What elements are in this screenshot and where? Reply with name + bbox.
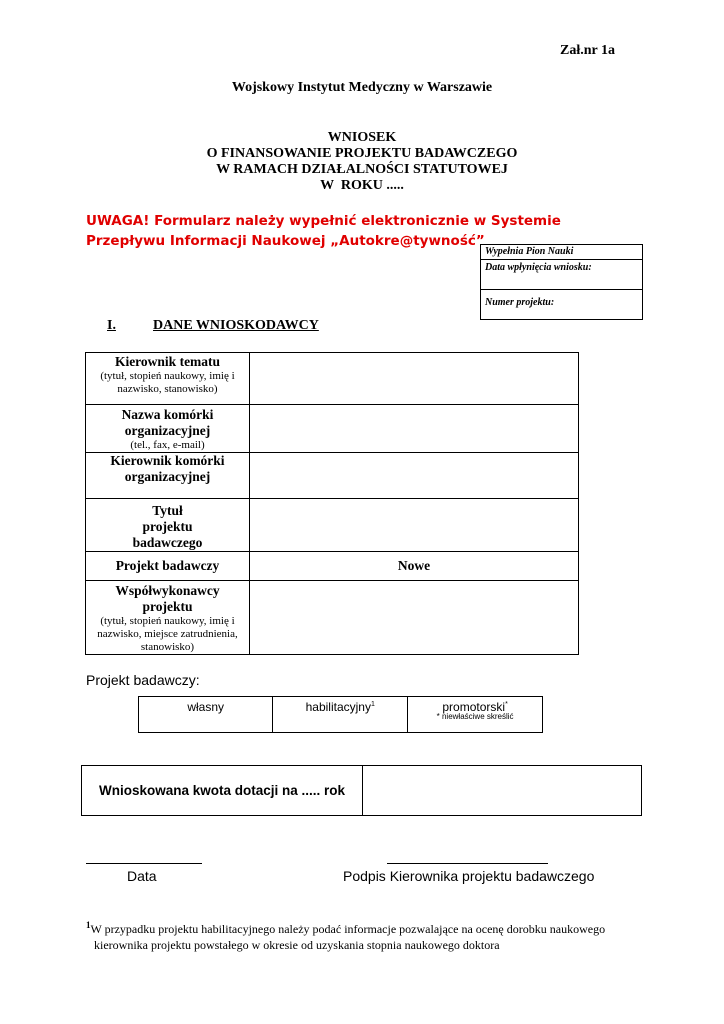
section-title: DANE WNIOSKODAWCY — [153, 318, 319, 333]
project-title-label: Tytuł projektu badawczego — [132, 503, 203, 550]
table-row — [86, 453, 579, 499]
co-contractors-hint: (tytuł, stopień naukowy, imię i nazwisko, miejsce zatrudnienia, stanowisko) — [97, 615, 238, 653]
section-number: I. — [107, 318, 116, 333]
table-row — [86, 552, 579, 581]
office-box-heading: Wypełnia Pion Nauki — [481, 245, 642, 260]
unit-name-label-cell — [86, 405, 250, 453]
table-row — [86, 581, 579, 655]
funding-request-table — [81, 765, 642, 816]
topic-leader-label-cell — [86, 353, 250, 405]
footnote-ref-mark: 1 — [370, 701, 375, 708]
unit-name-label: Nazwa komórki organizacyjnej — [121, 407, 214, 438]
table-row — [139, 697, 543, 733]
applicant-data-table — [85, 352, 579, 655]
research-project-label: Projekt badawczy — [115, 558, 220, 573]
option-own-label: własny — [187, 700, 224, 714]
title-line-4: W ROKU ..... — [320, 178, 404, 193]
topic-leader-label: Kierownik tematu — [114, 354, 221, 369]
option-habilitation[interactable] — [273, 697, 408, 733]
option-habilitation-label: habilitacyjny — [305, 700, 371, 714]
notice-line-2: Przepływu Informacji Naukowej „Autokre@tywność” — [86, 233, 485, 249]
strike-out-note: * niewłaściwe skreślić — [436, 712, 514, 721]
table-row — [82, 766, 642, 816]
project-number-field[interactable]: Numer projektu: — [485, 297, 555, 308]
office-use-box — [480, 244, 643, 320]
unit-head-label: Kierownik komórki organizacyjnej — [110, 453, 225, 484]
research-project-label-cell — [86, 552, 250, 581]
option-promoter-label: promotorski — [442, 700, 506, 714]
project-title-field[interactable] — [250, 499, 579, 552]
footnote — [86, 917, 640, 953]
co-contractors-label: Współwykonawcy projektu — [115, 583, 220, 614]
funding-amount-field[interactable] — [363, 766, 642, 816]
option-promoter[interactable] — [408, 697, 543, 733]
date-label: Data — [127, 868, 157, 884]
signature-label: Podpis Kierownika projektu badawczego — [343, 868, 595, 884]
co-contractors-field[interactable] — [250, 581, 579, 655]
unit-name-hint: (tel., fax, e-mail) — [130, 439, 205, 451]
title-line-1: WNIOSEK — [327, 130, 397, 145]
research-project-value[interactable]: Nowe — [250, 552, 579, 581]
title-line-3: W RAMACH DZIAŁALNOŚCI STATUTOWEJ — [216, 162, 508, 177]
attachment-number: Zał.nr 1a — [560, 43, 615, 58]
document-title — [0, 130, 724, 194]
footnote-line-1: W przypadku projektu habilitacyjnego należy podać informacje pozwalające na ocenę dorobku naukowego — [90, 922, 606, 936]
asterisk-mark: * — [505, 701, 508, 708]
footnote-mark: 1 — [86, 920, 91, 930]
table-row — [86, 353, 579, 405]
project-type-label: Projekt badawczy: — [86, 672, 200, 688]
unit-head-label-cell — [86, 453, 250, 499]
table-row — [86, 405, 579, 453]
topic-leader-hint: (tytuł, stopień naukowy, imię i nazwisko, stanowisko) — [100, 370, 235, 395]
co-contractors-label-cell — [86, 581, 250, 655]
title-line-2: O FINANSOWANIE PROJEKTU BADAWCZEGO — [206, 146, 518, 161]
notice-line-1: UWAGA! Formularz należy wypełnić elektronicznie w Systemie — [86, 213, 561, 229]
project-type-options — [138, 696, 543, 733]
unit-name-field[interactable] — [250, 405, 579, 453]
topic-leader-field[interactable] — [250, 353, 579, 405]
footnote-line-2: kierownika projektu powstałego w okresie od uzyskania stopnia naukowego doktora — [94, 938, 500, 952]
institute-name: Wojskowy Instytut Medyczny w Warszawie — [231, 80, 493, 95]
option-own[interactable] — [139, 697, 273, 733]
table-row — [86, 499, 579, 552]
date-signature-line[interactable] — [86, 863, 202, 864]
funding-amount-label: Wnioskowana kwota dotacji na ..... rok — [82, 766, 363, 816]
received-date-field[interactable]: Data wpłynięcia wniosku: — [481, 260, 642, 290]
project-title-label-cell — [86, 499, 250, 552]
unit-head-field[interactable] — [250, 453, 579, 499]
leader-signature-line[interactable] — [387, 863, 548, 864]
